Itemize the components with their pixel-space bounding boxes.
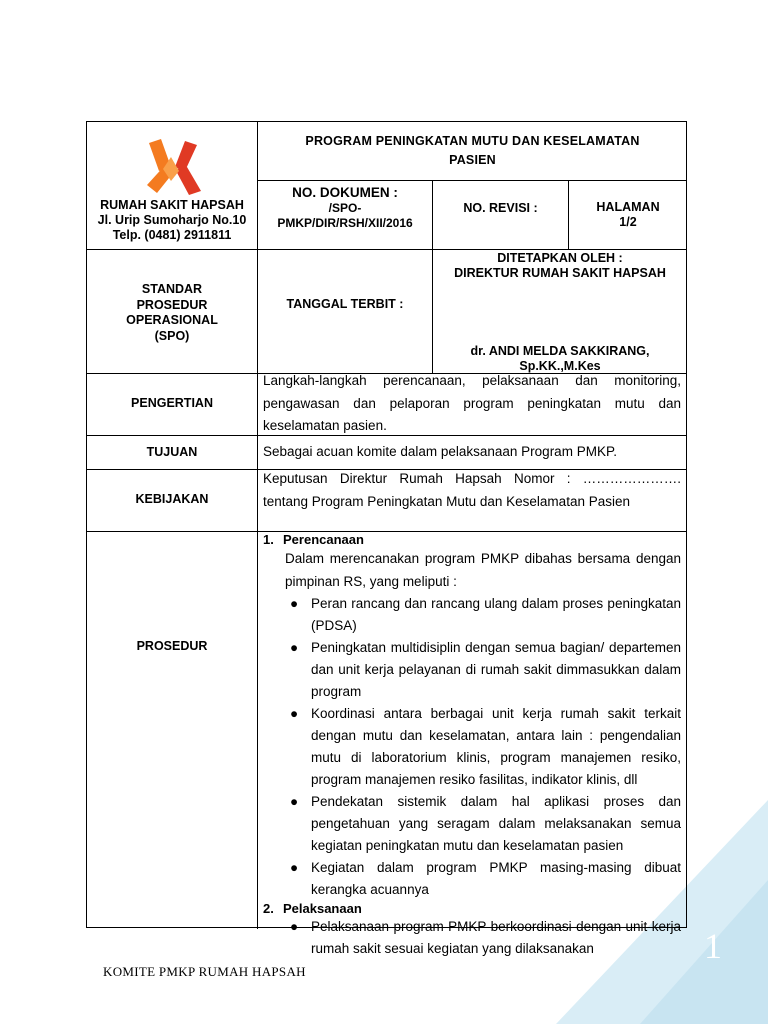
doc-number-cell <box>258 184 432 231</box>
program-title-line2: PASIEN <box>449 153 496 167</box>
step1-heading <box>263 532 681 547</box>
spo-label-2: PROSEDUR <box>136 297 208 312</box>
spo-table <box>86 121 687 956</box>
list-item: ● Peningkatan multidisiplin dengan semua bagian/ departemen dan unit kerja pelayanan di rumah sakit dimmasukkan dalam program <box>290 640 681 699</box>
doc-number-value-1: /SPO- <box>328 201 362 215</box>
step2-bullet-list <box>263 916 681 960</box>
page-label: HALAMAN <box>596 200 660 214</box>
step1-title: Perencanaan <box>283 532 364 547</box>
hospital-address: Jl. Urip Sumoharjo No.10 <box>97 213 247 227</box>
spo-label-1: STANDAR <box>141 282 203 296</box>
spo-label-3: OPERASIONAL <box>126 313 218 327</box>
issue-date-label: TANGGAL TERBIT : <box>286 297 404 311</box>
page-cell <box>569 200 687 230</box>
spo-label-4: (SPO) <box>154 328 190 343</box>
tujuan-label: TUJUAN <box>146 445 198 459</box>
kebijakan-text <box>263 468 681 513</box>
prosedur-label: PROSEDUR <box>136 639 208 653</box>
list-item: ● Pendekatan sistemik dalam hal aplikasi proses dan pengetahuan yang seragam dalam melaksanakan semua kegiatan peningkatan mutu dan keselamatan pasien <box>290 794 681 853</box>
tujuan-text: Sebagai acuan komite dalam pelaksanaan Program PMKP. <box>263 444 617 459</box>
footer-text: KOMITE PMKP RUMAH HAPSAH <box>103 964 306 979</box>
spo-label <box>87 282 257 344</box>
pengertian-text: Langkah-langkah perencanaan, pelaksanaan dan monitoring, pengawasan dan pelaporan program peningkatan mutu dan keselamatan pasien. <box>263 373 681 433</box>
kebijakan-line2: tentang Program Peningkatan Mutu dan Keselamatan Pasien <box>263 493 630 509</box>
hospital-name: RUMAH SAKIT HAPSAH <box>100 198 244 212</box>
hospital-logo-icon <box>145 137 203 197</box>
established-by-line1: DITETAPKAN OLEH : <box>497 251 623 265</box>
page-value: 1/2 <box>619 215 637 229</box>
revision-label: NO. REVISI : <box>463 201 538 215</box>
step1-number: 1. <box>263 532 274 547</box>
prosedur-content <box>263 531 681 960</box>
page-number: 1 <box>704 926 722 966</box>
pengertian-label: PENGERTIAN <box>131 396 213 410</box>
step1-bullet-list <box>263 593 681 901</box>
director-name: dr. ANDI MELDA SAKKIRANG, <box>470 344 650 358</box>
step1-intro: Dalam merencanakan program PMKP dibahas bersama dengan pimpinan RS, yang meliputi : <box>285 551 681 589</box>
kebijakan-line1: Keputusan Direktur Rumah Hapsah Nomor : …………………. <box>263 471 681 486</box>
doc-number-label: NO. DOKUMEN : <box>292 185 398 200</box>
doc-number-value-2: PMKP/DIR/RSH/XII/2016 <box>277 216 413 230</box>
list-item: ● Koordinasi antara berbagai unit kerja rumah sakit terkait dengan mutu dan keselamatan, antara lain : pengendalian mutu di laboratorium klinis, program manajemen resiko, program manajemen resiko fasilitas, indikator klinis, dll <box>290 706 681 787</box>
hospital-info <box>87 122 257 249</box>
established-by <box>433 251 687 281</box>
kebijakan-label: KEBIJAKAN <box>135 492 209 506</box>
program-title <box>258 132 687 170</box>
established-by-line2: DIREKTUR RUMAH SAKIT HAPSAH <box>454 266 666 280</box>
step2-title: Pelaksanaan <box>283 901 362 916</box>
step2-number: 2. <box>263 901 274 916</box>
program-title-line1: PROGRAM PENINGKATAN MUTU DAN KESELAMATAN <box>305 134 640 148</box>
step2-heading <box>263 901 681 916</box>
list-item: ● Pelaksanaan program PMKP berkoordinasi dengan unit kerja rumah sakit sesuai kegiatan yang dilaksanakan <box>290 919 681 956</box>
director-title: Sp.KK.,M.Kes <box>519 359 601 373</box>
hospital-phone: Telp. (0481) 2911811 <box>112 228 232 242</box>
list-item: ● Kegiatan dalam program PMKP masing-masing dibuat kerangka acuannya <box>290 860 681 897</box>
list-item: ● Peran rancang dan rancang ulang dalam proses peningkatan (PDSA) <box>290 596 681 633</box>
